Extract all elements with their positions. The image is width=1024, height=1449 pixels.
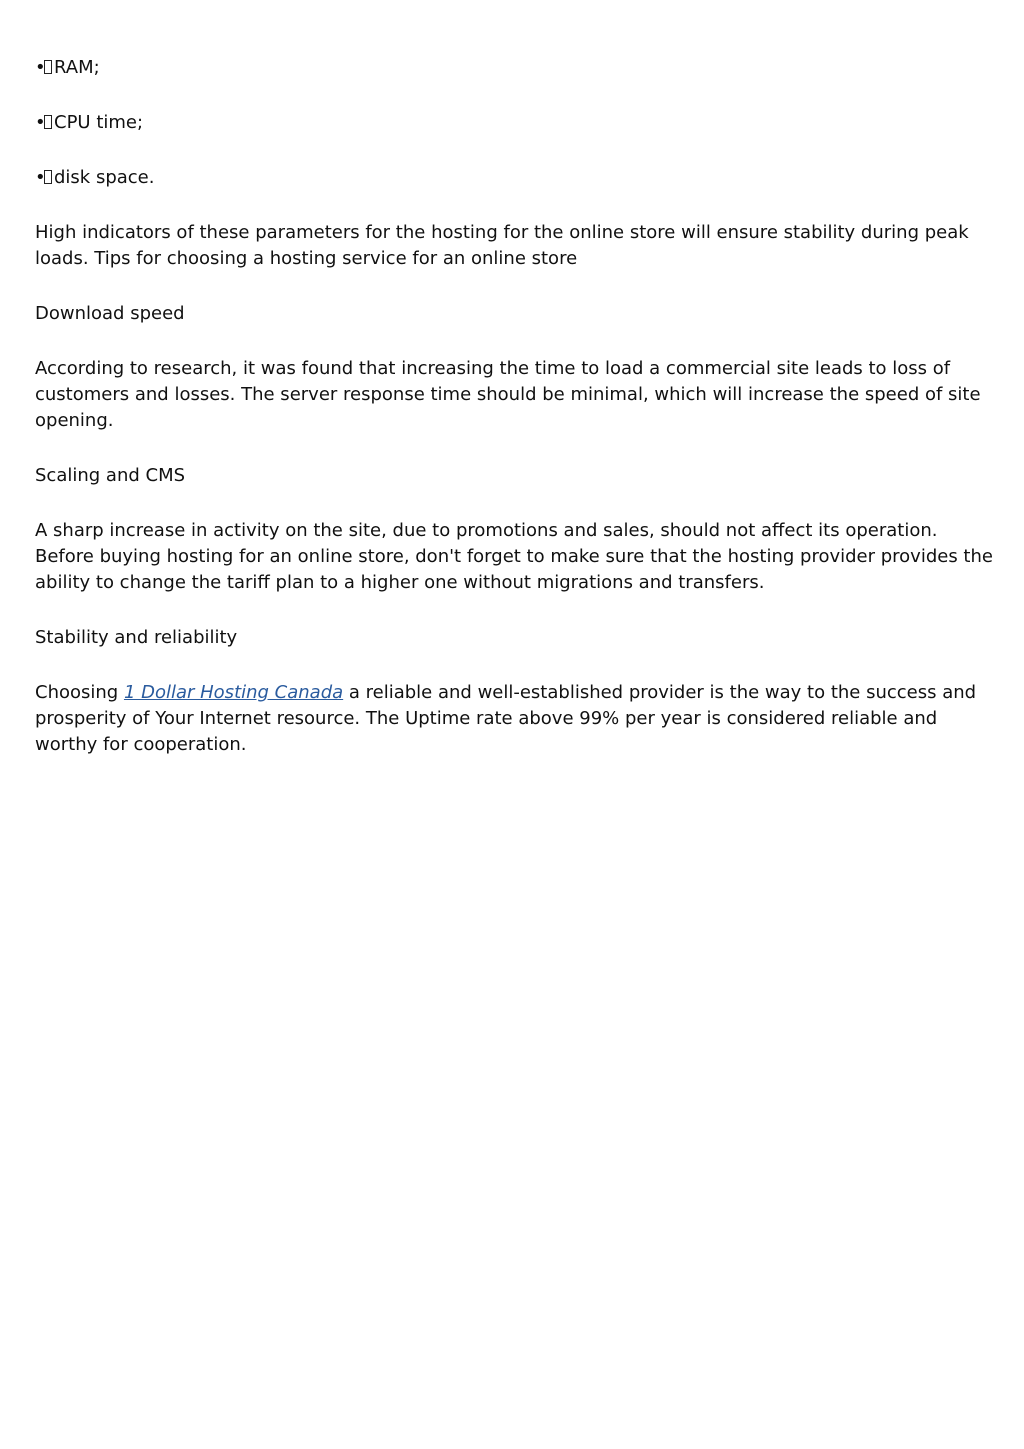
paragraph-text-before-link: Choosing — [35, 682, 124, 703]
paragraph-scaling: A sharp increase in activity on the site, due to promotions and sales, should not affect its operation. Before buying hosting for an online store, don't forget to make sure that the hosting provider provides the ability to change the tariff plan to a higher one without migrations and transfers. — [35, 520, 993, 593]
bullet-item-cpu — [35, 110, 1000, 136]
heading-download-speed: Download speed — [35, 303, 185, 324]
bullet-item-ram — [35, 55, 1000, 81]
paragraph-download-research: According to research, it was found that increasing the time to load a commercial site leads to loss of customers and losses. The server response time should be minimal, which will increase the speed of site opening. — [35, 358, 981, 431]
missing-glyph-icon — [44, 170, 52, 184]
bullet-icon: • — [35, 167, 46, 188]
hosting-provider-link[interactable]: 1 Dollar Hosting Canada — [123, 682, 344, 703]
heading-scaling-cms: Scaling and CMS — [35, 465, 186, 486]
bullet-text: CPU time; — [54, 112, 144, 133]
missing-glyph-icon — [44, 60, 52, 74]
bullet-text: RAM; — [54, 57, 100, 78]
paragraph-text-after-link: a reliable and well-established provider is the way to the success and prosperity of Your Internet resource. The Uptime rate above 99% per year is considered reliable and worthy for cooperation. — [35, 682, 977, 755]
bullet-icon: • — [35, 57, 46, 78]
paragraph-choosing-provider — [35, 680, 1000, 758]
missing-glyph-icon — [44, 115, 52, 129]
document-page — [35, 55, 1000, 787]
bullet-icon: • — [35, 112, 46, 133]
bullet-item-disk — [35, 165, 1000, 191]
heading-stability: Stability and reliability — [35, 627, 238, 648]
bullet-text: disk space. — [54, 167, 155, 188]
paragraph-indicators: High indicators of these parameters for the hosting for the online store will ensure stability during peak loads. Tips for choosing a hosting service for an online store — [35, 222, 969, 269]
